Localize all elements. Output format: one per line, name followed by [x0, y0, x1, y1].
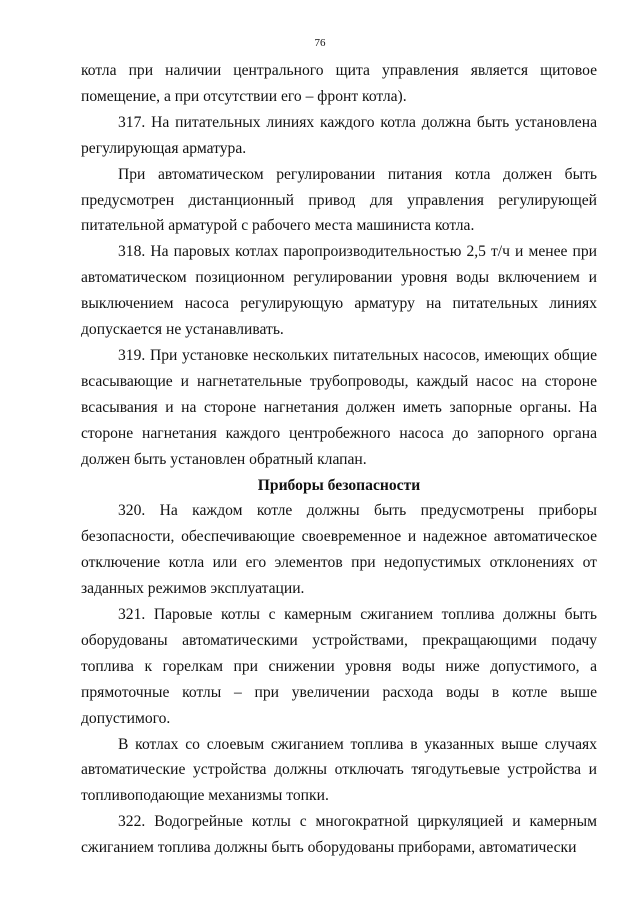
- paragraph-318: 318. На паровых котлах паропроизводительностью 2,5 т/ч и менее при автоматическом позиционном регулировании уровня воды включением и выключением насоса регулирующую арматуру на питательных линиях допускается не устанавливать.: [81, 243, 597, 339]
- paragraph-319: 319. При установке нескольких питательных насосов, имеющих общие всасывающие и нагнетательные трубопроводы, каждый насос на стороне всасывания и на стороне нагнетания должен иметь запорные органы. На стороне нагнетания каждого центробежного насоса до запорного органа должен быть установлен обратный клапан.: [81, 346, 597, 468]
- paragraph-321: 321. Паровые котлы с камерным сжиганием топлива должны быть оборудованы автоматическими устройствами, прекращающими подачу топлива к горелкам при снижении уровня воды ниже допустимого, а прямоточные котлы – при увеличении расхода воды в котле выше допустимого.: [81, 606, 597, 727]
- paragraph-321-layer-combustion: В котлах со слоевым сжиганием топлива в указанных выше случаях автоматические устройства должны отключать тягодутьевые устройства и топливоподающие механизмы топки.: [81, 735, 597, 805]
- document-body: [81, 58, 597, 861]
- paragraph-320: 320. На каждом котле должны быть предусмотрены приборы безопасности, обеспечивающие своевременное и надежное автоматическое отключение котла или его элементов при недопустимых отклонениях от заданных режимов эксплуатации.: [81, 502, 597, 598]
- paragraph-317: 317. На питательных линиях каждого котла должна быть установлена регулирующая арматура.: [81, 113, 597, 157]
- paragraph-continuation: котла при наличии центрального щита управления является щитовое помещение, а при отсутствии его – фронт котла).: [81, 62, 597, 105]
- page-number: 76: [314, 37, 326, 49]
- paragraph-317-auto-regulation: При автоматическом регулировании питания котла должен быть предусмотрен дистанционный привод для управления регулирующей питательной арматурой с рабочего места машиниста котла.: [81, 165, 597, 235]
- section-heading: Приборы безопасности: [257, 476, 421, 494]
- paragraph-322: 322. Водогрейные котлы с многократной циркуляцией и камерным сжиганием топлива должны быть оборудованы приборами, автоматически: [81, 813, 597, 857]
